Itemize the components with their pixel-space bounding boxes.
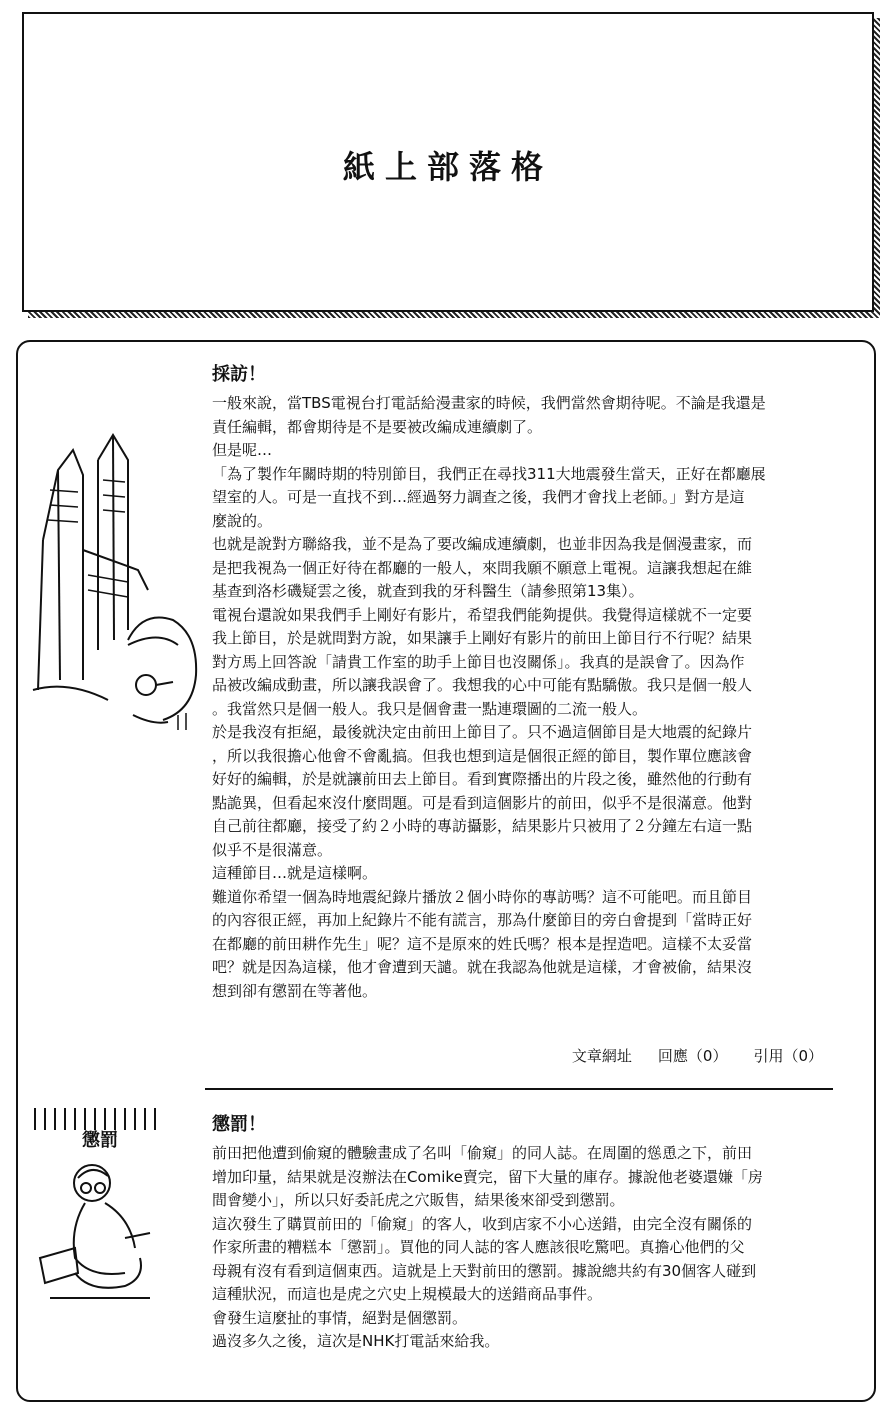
sign-text: 懲罰 (82, 1130, 118, 1151)
paragraph: 難道你希望一個為時地震紀錄片播放２個小時你的專訪嗎？這不可能吧。而且節目 的內容很正經，再加上紀錄片不能有謊言，那為什麼節目的旁白會提到「當時正好 在都廳的前田耕作先生」呢？這不是原來的姓氏嗎？根本是捏造吧。這樣不太妥當 吧？就是因為這樣，他才會遭到天譴。就在我認為他就是這樣，才會被偷，結果沒 想到卻有懲罰在等著他。 (212, 887, 753, 1000)
blog-post-interview (212, 360, 848, 1003)
blog-post-punishment (212, 1110, 848, 1354)
paragraph: 電視台還說如果我們手上剛好有影片，希望我們能夠提供。我覺得這樣就不一定要 我上節目，於是就問對方說，如果讓手上剛好有影片的前田上節目行不行呢？結果 對方馬上回答說「請貴工作室的助手上節目也沒關係」。我真的是誤會了。因為作 品被改編成動畫，所以讓我誤會了。我想我的心中可能有點驕傲。我只是個一般人 。我當然只是個一般人。我只是個會畫一點連環圖的二流一般人。 (212, 605, 753, 718)
paragraph: 這次發生了購買前田的「偷窺」的客人，收到店家不小心送錯，由完全沒有關係的 作家所畫的糟糕本「懲罰」。買他的同人誌的客人應該很吃驚吧。真擔心他們的父 母親有沒有看到這個東西。這就是上天對前田的懲罰。據說總共約有30個客人碰到 這種狀況，而這也是虎之穴史上規模最大的送錯商品事件。 (212, 1214, 757, 1303)
quotes-link[interactable]: 引用（0） (753, 1047, 823, 1065)
paragraph: 於是我沒有拒絕，最後就決定由前田上節目了。只不過這個節目是大地震的紀錄片 ，所以我很擔心他會不會亂搞。但我也想到這是個很正經的節目，製作單位應該會 好好的編輯，於是就讓前田去上節目。看到實際播出的片段之後，雖然他的行動有 點詭異，但看起來沒什麼問題。可是看到這個影片的前田，似乎不是很滿意。他對 自己前往都廳，接受了約２小時的專訪攝影，結果影片只被用了２分鐘左右這一點 似乎不是很滿意。 (212, 723, 753, 859)
paragraph: 「為了製作年關時期的特別節目，我們正在尋找311大地震發生當天，正好在都廳展 望室的人。可是一直找不到…經過努力調查之後，我們才會找上老師。」對方是這 麼說的。 (212, 464, 766, 530)
replies-link[interactable]: 回應（0） (657, 1047, 728, 1065)
article-link[interactable]: 文章網址 (571, 1047, 632, 1065)
post-title: 懲罰！ (212, 1114, 266, 1135)
title-banner (22, 12, 874, 312)
tokyo-tower-illustration (28, 430, 198, 730)
post-title: 採訪！ (212, 364, 266, 385)
paragraph: 一般來說，當TBS電視台打電話給漫畫家的時候，我們當然會期待呢。不論是我還是 責任編輯，都會期待是不是要被改編成連續劇了。 (212, 394, 766, 436)
paragraph: 也就是說對方聯絡我，並不是為了要改編成連續劇，也並非因為我是個漫畫家，而 是把我視為一個正好待在都廳的一般人，來問我願不願意上電視。這讓我想起在維 基查到洛杉磯疑雲之後，就查到我的牙科醫生（請參照第13集）。 (212, 535, 753, 600)
punishment-illustration (30, 1108, 180, 1308)
paragraph: 前田把他遭到偷窺的體驗畫成了名叫「偷窺」的同人誌。在周圍的慫恿之下，前田 增加印量，結果就是沒辦法在Comike賣完，留下大量的庫存。據說他老婆還嫌「房 間會變小」，所以只好委託虎之穴販售，結果後來卻受到懲罰。 (212, 1144, 763, 1209)
paragraph: 過沒多久之後，這次是NHK打電話來給我。 (212, 1332, 500, 1350)
page-title: 紙上部落格 (342, 148, 553, 186)
paragraph: 這種節目…就是這樣啊。 (212, 864, 378, 882)
paragraph: 但是呢… (212, 441, 273, 459)
post-meta (572, 1045, 823, 1066)
post-divider (205, 1088, 833, 1090)
paragraph: 會發生這麼扯的事情，絕對是個懲罰。 (212, 1308, 468, 1327)
